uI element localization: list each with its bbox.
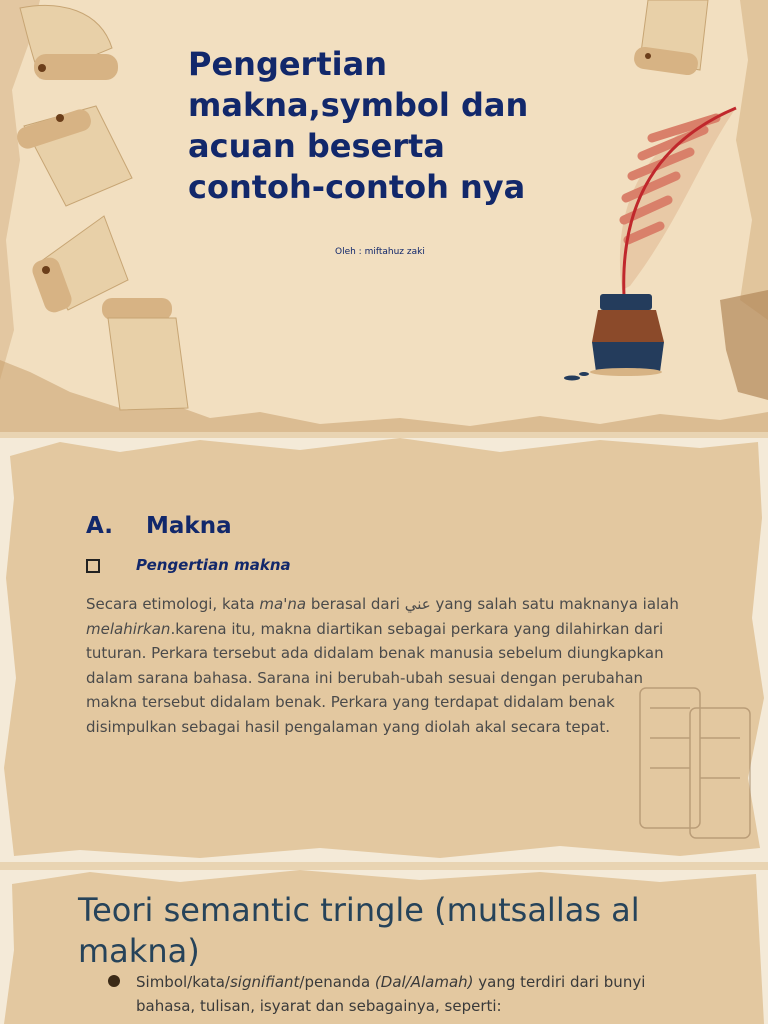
body-text: berasal dari [306,595,405,613]
term-melahirkan: melahirkan [86,619,171,638]
scroll-icon [633,0,708,76]
title-slide [0,0,768,432]
scroll-icon [14,106,132,206]
slide-title: Teori semantic tringle (mutsallas al makna) [78,891,640,970]
bullet-text [136,970,696,1018]
slide-title: Pengertian makna,symbol dan acuan beserta contoh-contoh nya [188,45,529,206]
body-paragraph [86,592,686,739]
scroll-icon [102,298,188,410]
list-item [108,970,696,1018]
bullet-text-part: Simbol/kata/ [136,973,230,991]
subheading-row [86,556,291,574]
arabic-word: عني [404,595,431,613]
term-dal: (Dal/Alamah) [374,973,474,991]
section-heading [86,513,232,539]
body-text: yang salah satu maknanya ialah [430,595,679,613]
term-signifiant: signifiant [229,973,300,991]
bullet-icon [108,975,120,987]
checkbox-bullet-icon [86,559,100,573]
ink-pot-icon [564,294,664,381]
body-text: Secara etimologi, kata [86,595,260,613]
body-text: .karena itu, makna diartikan sebagai perkara yang dilahirkan dari tuturan. Perkara tersebut ada didalam benak manusia sebelum diungkapkan dalam sarana bahasa. Sarana ini berubah-ubah sesuai dengan perubahan makna tersebut didalam benak. Perkara yang terdapat didalam benak disimpulkan sebagai hasil pengalaman yang diolah akal secara tepat. [86,619,664,736]
subheading: Pengertian makna [136,556,291,574]
scroll-icon [20,5,118,80]
quill-feather-icon [620,108,736,296]
bullet-text-part: /penanda [299,973,375,991]
bullet-text-part: yang terdiri dari bunyi bahasa, tulisan, isyarat dan sebagainya, seperti: [136,973,646,1015]
author-label: Oleh : miftahuz zaki [335,247,425,257]
section-title: Makna [146,513,232,539]
term-mana: ma'na [259,595,307,613]
section-number: A. [86,513,113,539]
